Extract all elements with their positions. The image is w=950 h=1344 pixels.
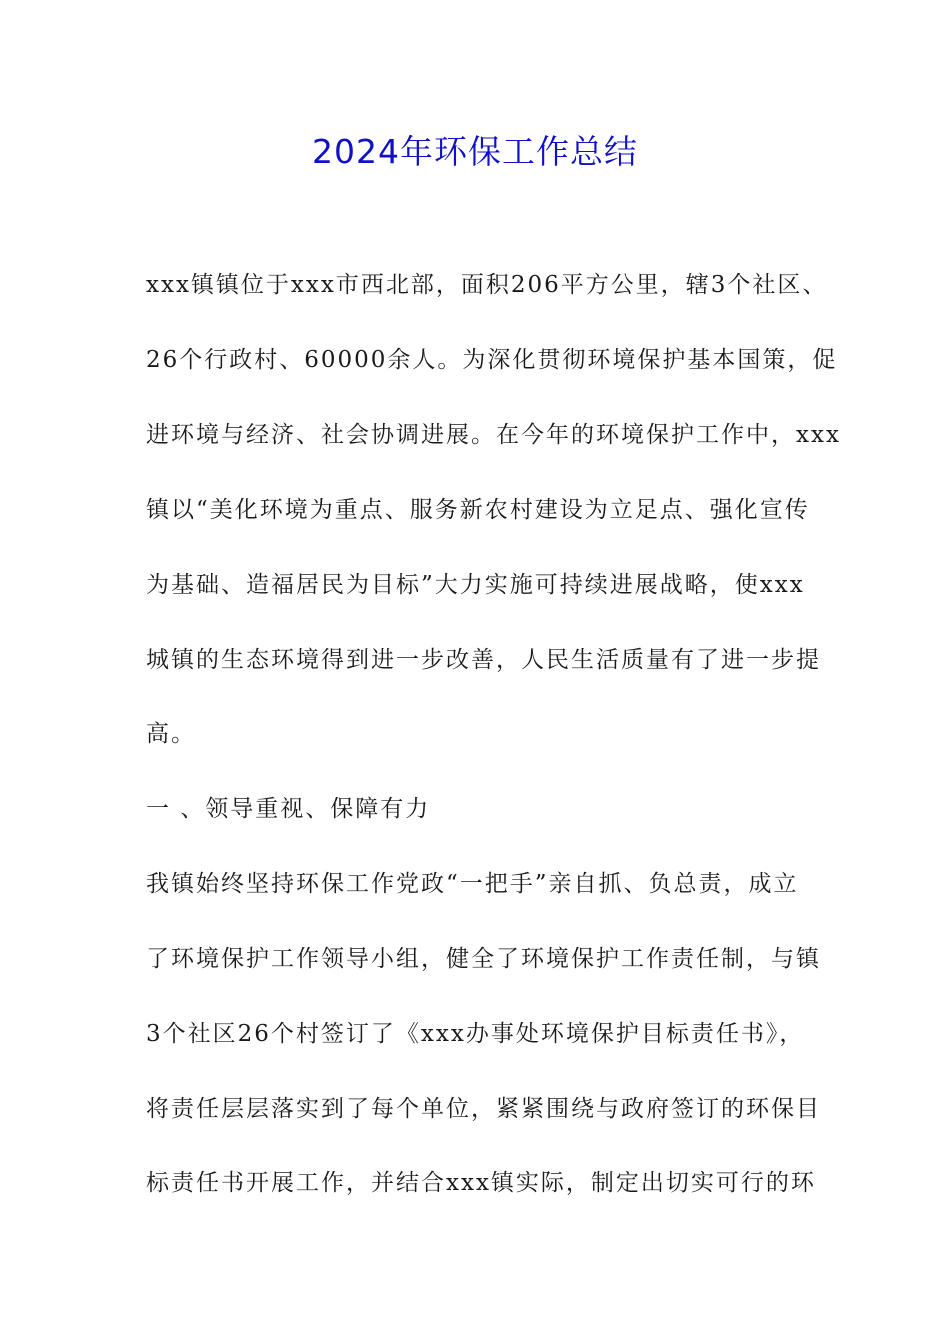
paragraph-line-2: 26个行政村、60000余人。为深化贯彻环境保护基本国策，促 [146,347,838,373]
paragraph-line-1: xxx镇镇位于xxx市西北部，面积206平方公里，辖3个社区、 [146,272,828,298]
paragraph-line-11: 将责任层层落实到了每个单位，紧紧围绕与政府签订的环保目 [146,1096,821,1122]
paragraph-line-7: 高。 [146,721,196,747]
paragraph-line-5: 为基础、造福居民为目标”大力实施可持续进展战略，使xxx [146,572,805,598]
paragraph-line-10: 3个社区26个村签订了《xxx办事处环境保护目标责任书》， [146,1021,805,1047]
section-heading: 一 、领导重视、保障有力 [146,796,431,822]
paragraph-line-9: 了环境保护工作领导小组，健全了环境保护工作责任制，与镇 [146,946,821,972]
paragraph-line-3: 进环境与经济、社会协调进展。在今年的环境保护工作中，xxx [146,422,841,448]
paragraph-line-6: 城镇的生态环境得到进一步改善，人民生活质量有了进一步提 [146,647,821,673]
paragraph-line-8: 我镇始终坚持环保工作党政“一把手”亲自抓、负总责，成立 [146,871,799,897]
document-title: 2024年环保工作总结 [312,132,638,171]
paragraph-line-12: 标责任书开展工作，并结合xxx镇实际，制定出切实可行的环 [146,1170,816,1196]
paragraph-line-4: 镇以“美化环境为重点、服务新农村建设为立足点、强化宣传 [146,497,810,523]
